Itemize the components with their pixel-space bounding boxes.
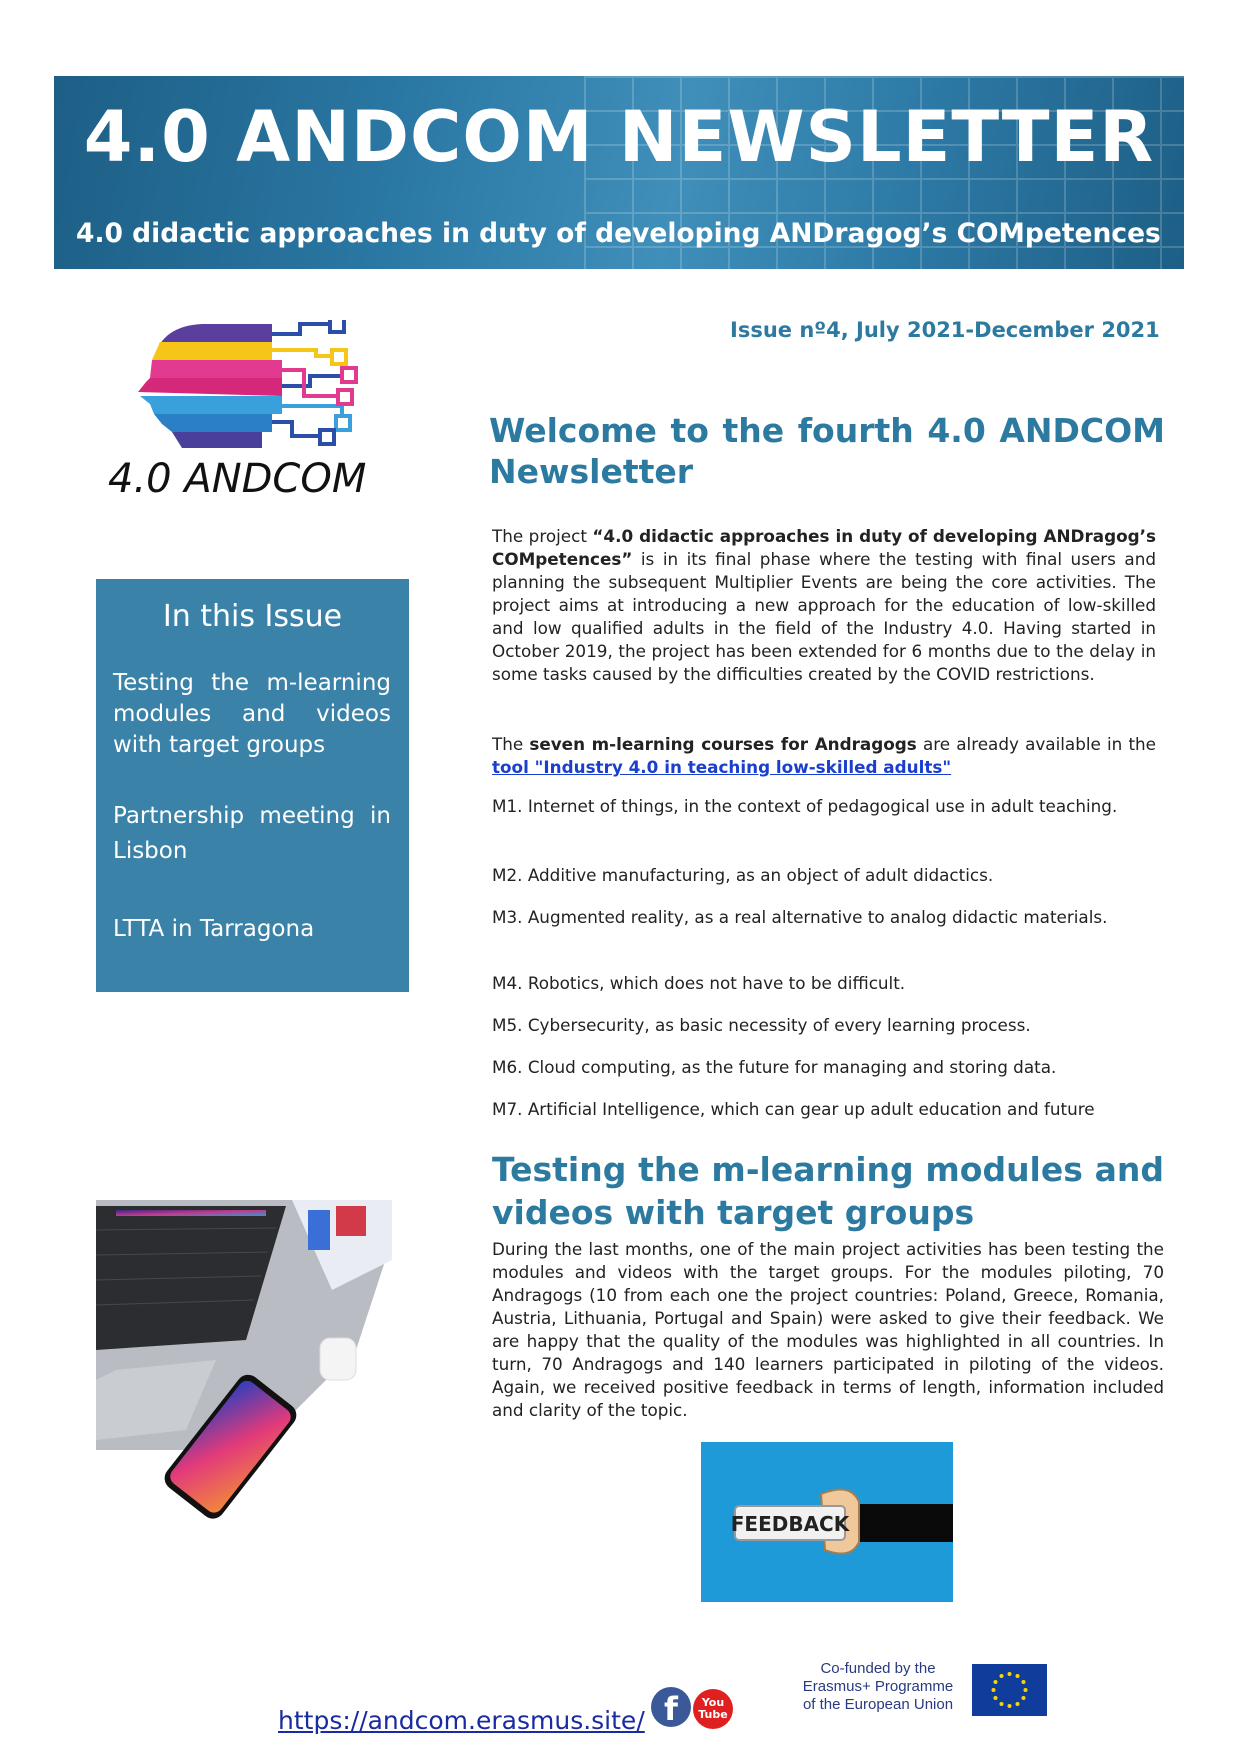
issue-item-ltta: LTTA in Tarragona xyxy=(113,916,315,942)
intro-paragraph xyxy=(492,525,1156,686)
website-link[interactable]: https://andcom.erasmus.site/ xyxy=(278,1706,645,1735)
facebook-icon[interactable]: f xyxy=(651,1687,691,1727)
eu-flag-icon xyxy=(972,1664,1047,1716)
banner-title: 4.0 ANDCOM NEWSLETTER xyxy=(83,96,1155,178)
module-item-m7: M7. Artificial Intelligence, which can gear up adult education and future xyxy=(492,1099,1095,1119)
courses-text-mid: are already available in the xyxy=(916,734,1156,754)
module-item-m6: M6. Cloud computing, as the future for managing and storing data. xyxy=(492,1057,1057,1077)
in-this-issue-box xyxy=(96,579,409,992)
newsletter-banner xyxy=(54,76,1184,269)
feedback-image xyxy=(701,1442,953,1602)
laptop-icon xyxy=(96,1200,392,1530)
eu-cofunding-text: Co-funded by the Erasmus+ Programme of the European Union xyxy=(802,1660,954,1713)
intro-text-start: The project xyxy=(492,526,593,546)
testing-heading: Testing the m-learning modules and videos with target groups xyxy=(492,1150,1164,1232)
feedback-label: FEEDBACK xyxy=(730,1512,850,1536)
logo-text: 4.0 ANDCOM xyxy=(108,456,367,502)
issue-item-testing: Testing the m-learning modules and videos with target groups xyxy=(113,670,391,758)
courses-paragraph xyxy=(492,733,1156,779)
module-item-m3: M3. Augmented reality, as a real alternative to analog didactic materials. xyxy=(492,907,1108,927)
banner-subtitle: 4.0 didactic approaches in duty of developing ANDragog’s COMpetences xyxy=(76,218,1161,249)
intro-text-rest: is in its final phase where the testing with final users and planning the subsequent Multiplier Events are being the core activities. The project aims at introducing a new approach for the education of low-skilled and low qualified adults in the field of the Industry 4.0. Having started in October 2019, the project has been extended for 6 months due to the delay in some tasks caused by the difficulties created by the COVID restrictions. xyxy=(492,549,1156,684)
module-item-m1: M1. Internet of things, in the context of pedagogical use in adult teaching. xyxy=(492,796,1118,816)
industry-tool-link[interactable]: tool "Industry 4.0 in teaching low-skilled adults" xyxy=(492,757,952,777)
issue-number: Issue nº4, July 2021-December 2021 xyxy=(730,318,1160,342)
module-item-m5: M5. Cybersecurity, as basic necessity of every learning process. xyxy=(492,1015,1031,1035)
module-item-m4: M4. Robotics, which does not have to be difficult. xyxy=(492,973,906,993)
andcom-logo xyxy=(108,320,372,510)
laptop-phone-image xyxy=(96,1200,392,1530)
module-item-m2: M2. Additive manufacturing, as an object of adult didactics. xyxy=(492,865,994,885)
in-this-issue-title: In this Issue xyxy=(162,599,343,634)
welcome-heading: Welcome to the fourth 4.0 ANDCOM Newsletter xyxy=(489,411,1165,491)
head-circuit-logo-icon xyxy=(132,320,372,470)
youtube-icon[interactable]: You Tube xyxy=(693,1689,733,1729)
courses-bold: seven m-learning courses for Andragogs xyxy=(529,734,917,754)
issue-item-partnership: Partnership meeting in Lisbon xyxy=(113,803,391,864)
testing-paragraph: During the last months, one of the main project activities has been testing the modules and videos with the target groups. For the modules piloting, 70 Andragogs (10 from each one the project countries: Poland, Greece, Romania, Austria, Lithuania, Portugal and Spain) were asked to give their feedback. We are happy that the quality of the modules was highlighted in all countries. In turn, 70 Andragogs and 140 learners participated in piloting of the videos. Again, we received positive feedback in terms of length, information included and clarity of the topic. xyxy=(492,1239,1164,1420)
hand-feedback-icon xyxy=(701,1442,953,1602)
courses-text-start: The xyxy=(492,734,530,754)
project-name-bold: “4.0 didactic approaches in duty of developing ANDragog’s COMpetences” xyxy=(492,526,1156,569)
